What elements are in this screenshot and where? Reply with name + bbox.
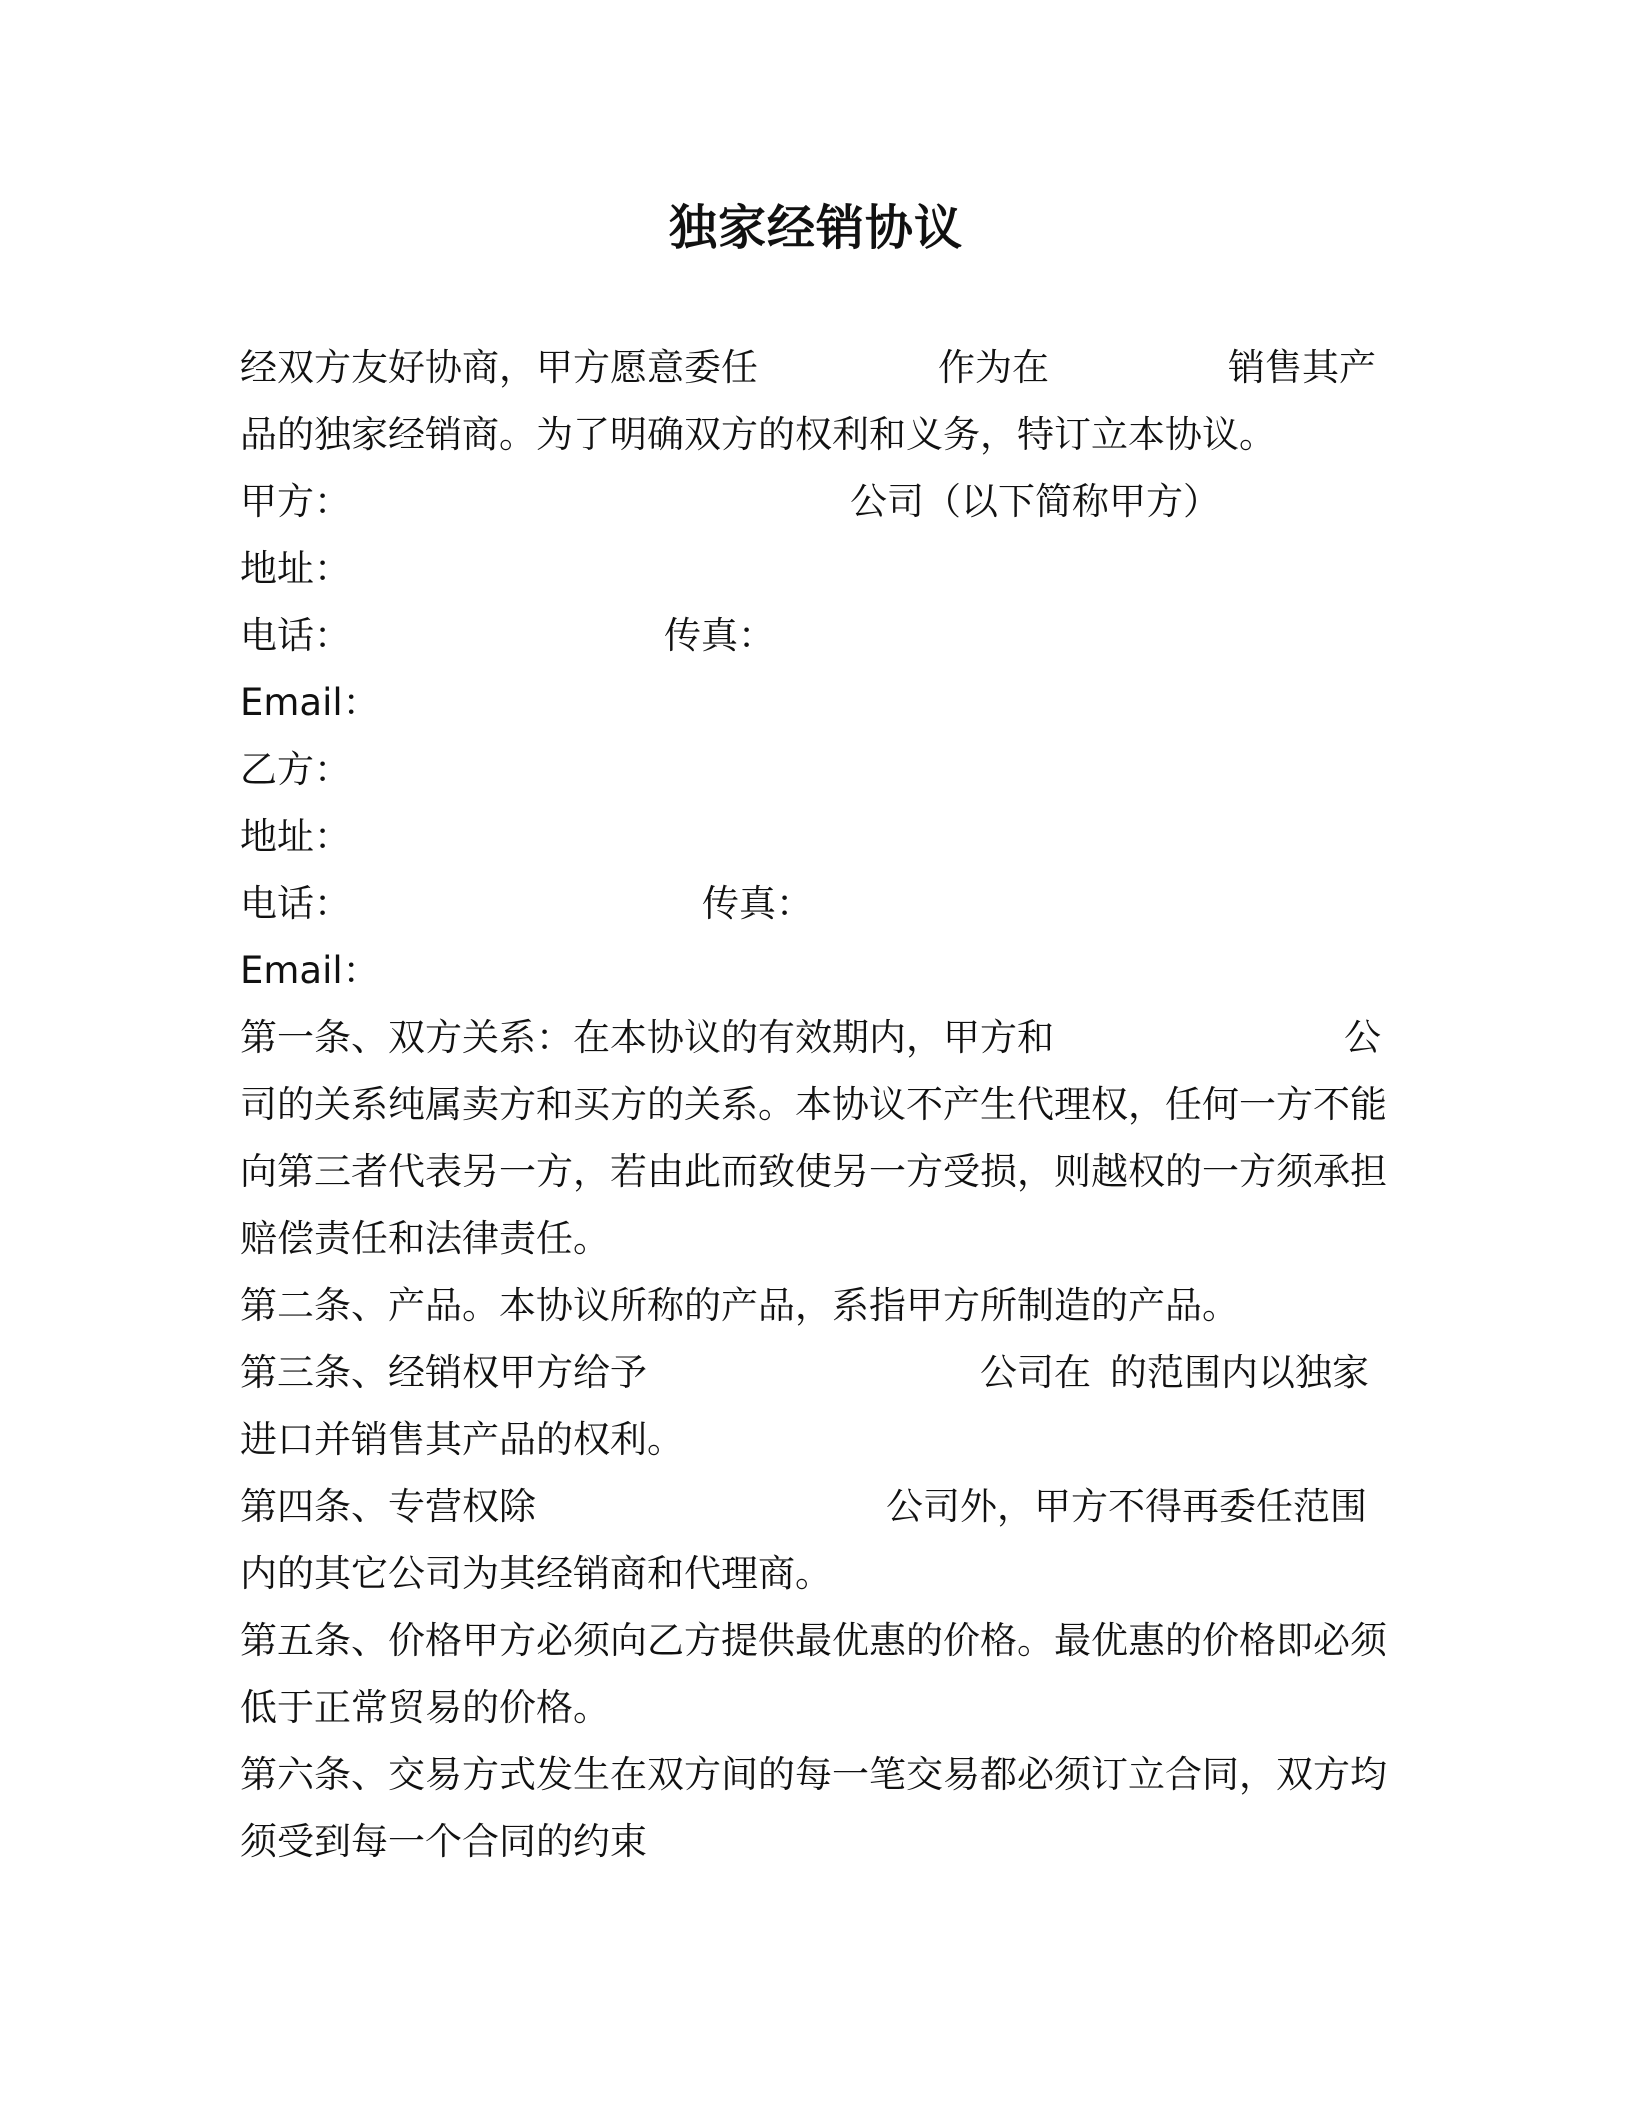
article3-text-a: 第三条、经销权甲方给予	[240, 1351, 647, 1394]
article5-line-1	[240, 1607, 1387, 1674]
party-a-label: 甲方：	[240, 480, 351, 523]
article5-line-2	[240, 1674, 1380, 1741]
party-a-address-line	[240, 535, 1380, 602]
party-b-address-label: 地址：	[240, 815, 351, 858]
article1-text-2: 司的关系纯属卖方和买方的关系。本协议不产生代理权，任何一方不能	[240, 1083, 1387, 1126]
article1-line-1	[240, 1004, 1380, 1071]
article4-text-2: 内的其它公司为其经销商和代理商。	[240, 1552, 832, 1595]
article4-text-a: 第四条、专营权除	[240, 1485, 536, 1528]
party-b-line	[240, 736, 1380, 803]
article3-line-1	[240, 1339, 1380, 1406]
article5-text-2: 低于正常贸易的价格。	[240, 1686, 610, 1729]
party-a-address-label: 地址：	[240, 547, 351, 590]
party-b-label: 乙方：	[240, 748, 351, 791]
article1-text-3: 向第三者代表另一方，若由此而致使另一方受损，则越权的一方须承担	[240, 1150, 1387, 1193]
article2-text-1: 第二条、产品。本协议所称的产品，系指甲方所制造的产品。	[240, 1284, 1239, 1327]
intro-line-2	[240, 401, 1380, 468]
party-a-phone-line	[240, 602, 1380, 669]
article1-line-2	[240, 1071, 1387, 1138]
party-a-email-line	[240, 669, 1380, 736]
party-b-address-line	[240, 803, 1380, 870]
article4-text-b: 公司外，甲方不得再委任范围	[886, 1485, 1367, 1528]
article1-text-4: 赔偿责任和法律责任。	[240, 1217, 610, 1260]
article6-text-2: 须受到每一个合同的约束	[240, 1820, 647, 1863]
party-b-email-line	[240, 937, 1380, 1004]
party-a-company-suffix: 公司（以下简称甲方）	[850, 480, 1220, 523]
document-body	[240, 334, 1387, 1875]
article1-line-4	[240, 1205, 1380, 1272]
article1-line-3	[240, 1138, 1387, 1205]
intro-text-2: 品的独家经销商。为了明确双方的权利和义务，特订立本协议。	[240, 413, 1276, 456]
article5-text-1: 第五条、价格甲方必须向乙方提供最优惠的价格。最优惠的价格即必须	[240, 1619, 1387, 1662]
article1-text-a: 第一条、双方关系：在本协议的有效期内，甲方和	[240, 1016, 1054, 1059]
party-a-email-label: Email：	[240, 681, 380, 724]
article4-line-1	[240, 1473, 1380, 1540]
article3-text-c: 的范围内以独家	[1110, 1351, 1369, 1394]
intro-text-c: 销售其产	[1228, 346, 1376, 389]
article3-text-b: 公司在	[980, 1351, 1091, 1394]
article4-line-2	[240, 1540, 1380, 1607]
document-title: 独家经销协议	[668, 200, 963, 256]
article1-text-b: 公	[1344, 1016, 1381, 1059]
intro-text-b: 作为在	[938, 346, 1049, 389]
article6-line-2	[240, 1808, 1380, 1875]
party-b-phone-line	[240, 870, 1380, 937]
party-b-fax-label: 传真：	[702, 882, 813, 925]
party-b-email-label: Email：	[240, 949, 380, 992]
article2-line-1	[240, 1272, 1380, 1339]
party-a-fax-label: 传真：	[664, 614, 775, 657]
intro-line-1	[240, 334, 1380, 401]
article6-text-1: 第六条、交易方式发生在双方间的每一笔交易都必须订立合同，双方均	[240, 1753, 1387, 1796]
article6-line-1	[240, 1741, 1387, 1808]
party-b-phone-label: 电话：	[240, 882, 351, 925]
article3-text-2: 进口并销售其产品的权利。	[240, 1418, 684, 1461]
article3-line-2	[240, 1406, 1380, 1473]
party-a-line	[240, 468, 1380, 535]
intro-text-a: 经双方友好协商，甲方愿意委任	[240, 346, 758, 389]
party-a-phone-label: 电话：	[240, 614, 351, 657]
